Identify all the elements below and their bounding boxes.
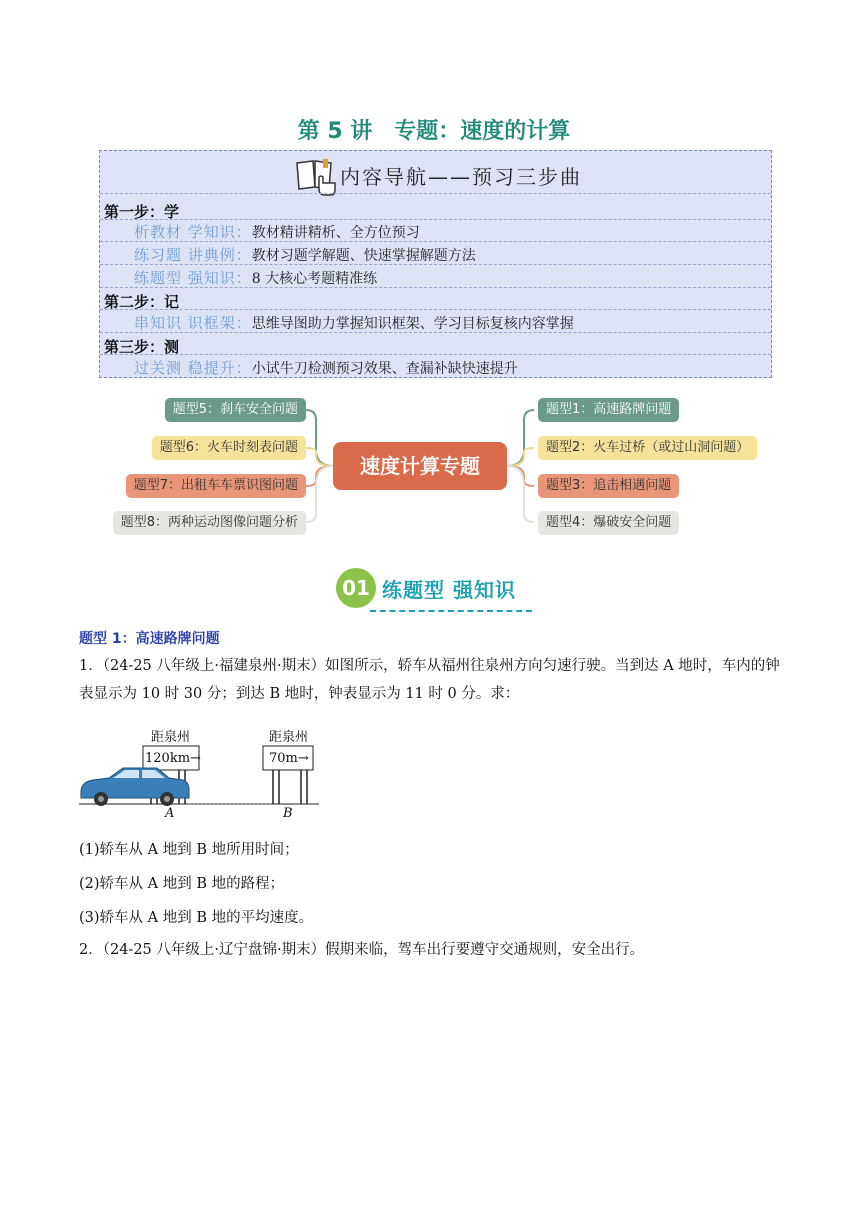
mindmap-node-type2: 题型2：火车过桥（或过山洞问题） (538, 436, 757, 460)
car-icon (81, 768, 189, 806)
page-title: 第 5 讲 专题：速度的计算 (297, 119, 571, 144)
navigation-header (100, 151, 771, 217)
sign-a-header: 距泉州 (151, 730, 191, 745)
mindmap-node-type8: 题型8：两种运动图像问题分析 (113, 511, 306, 535)
question-1-part-1: (1)轿车从 A 地到 B 地所用时间； (79, 842, 299, 858)
sign-b-header: 距泉州 (269, 730, 309, 745)
divider (100, 219, 771, 220)
step-1-label: 第一步：学 (104, 203, 180, 221)
step-row: 练题型 强知识：8 大核心考题精准练 (134, 269, 378, 287)
mindmap-node-type4: 题型4：爆破安全问题 (538, 511, 679, 535)
divider (100, 332, 771, 333)
divider (100, 287, 771, 288)
mindmap-node-type3: 题型3：追击相遇问题 (538, 474, 679, 498)
step-row: 练习题 讲典例：教材习题学解题、快速掌握解题方法 (134, 246, 476, 264)
step-row: 串知识 识框架：思维导图助力掌握知识框架、学习目标复核内容掌握 (134, 314, 574, 332)
section-title: 练题型 强知识 (382, 578, 516, 602)
step-row: 析教材 学知识：教材精讲精析、全方位预习 (134, 223, 420, 241)
mind-map (0, 390, 868, 550)
mindmap-node-type7: 题型7：出租车车票识图问题 (126, 474, 306, 498)
book-pointer-icon (293, 157, 339, 197)
point-b-label: B (283, 806, 293, 821)
divider (100, 193, 771, 194)
sign-a-distance: 120km→ (145, 751, 201, 766)
mindmap-center-topic: 速度计算专题 (333, 442, 507, 490)
question-1-part-3: (3)轿车从 A 地到 B 地的平均速度。 (79, 910, 314, 926)
question-1-text: 1．（24-25 八年级上·福建泉州·期末）如图所示，轿车从福州往泉州方向匀速行驶。当到达 A 地时，车内的钟表显示为 10 时 30 分；到达 B 地时，钟表显示为 11 时 0 分。求： (79, 658, 780, 702)
section-underline (370, 610, 532, 612)
sign-b-distance: 70m→ (269, 751, 309, 766)
divider (100, 354, 771, 355)
question-type-heading: 题型 1：高速路牌问题 (79, 631, 220, 647)
question-2-text: 2．（24-25 八年级上·辽宁盘锦·期末）假期来临，驾车出行要遵守交通规则，安全出行。 (79, 942, 645, 958)
question-1-figure (79, 722, 329, 822)
section-number: 01 (336, 568, 376, 608)
point-a-label: A (165, 806, 175, 821)
mindmap-node-type1: 题型1：高速路牌问题 (538, 398, 679, 422)
mindmap-node-type5: 题型5：刹车安全问题 (165, 398, 306, 422)
step-3-label: 第三步：测 (104, 338, 180, 356)
step-2-label: 第二步：记 (104, 293, 180, 311)
step-row: 过关测 稳提升：小试牛刀检测预习效果、查漏补缺快速提升 (134, 359, 518, 377)
divider (100, 241, 771, 242)
divider (100, 309, 771, 310)
question-1-part-2: (2)轿车从 A 地到 B 地的路程； (79, 876, 285, 892)
mindmap-node-type6: 题型6：火车时刻表问题 (152, 436, 306, 460)
content-navigation-box (99, 150, 772, 378)
navigation-title: 内容导航——预习三步曲 (340, 165, 582, 189)
divider (100, 264, 771, 265)
